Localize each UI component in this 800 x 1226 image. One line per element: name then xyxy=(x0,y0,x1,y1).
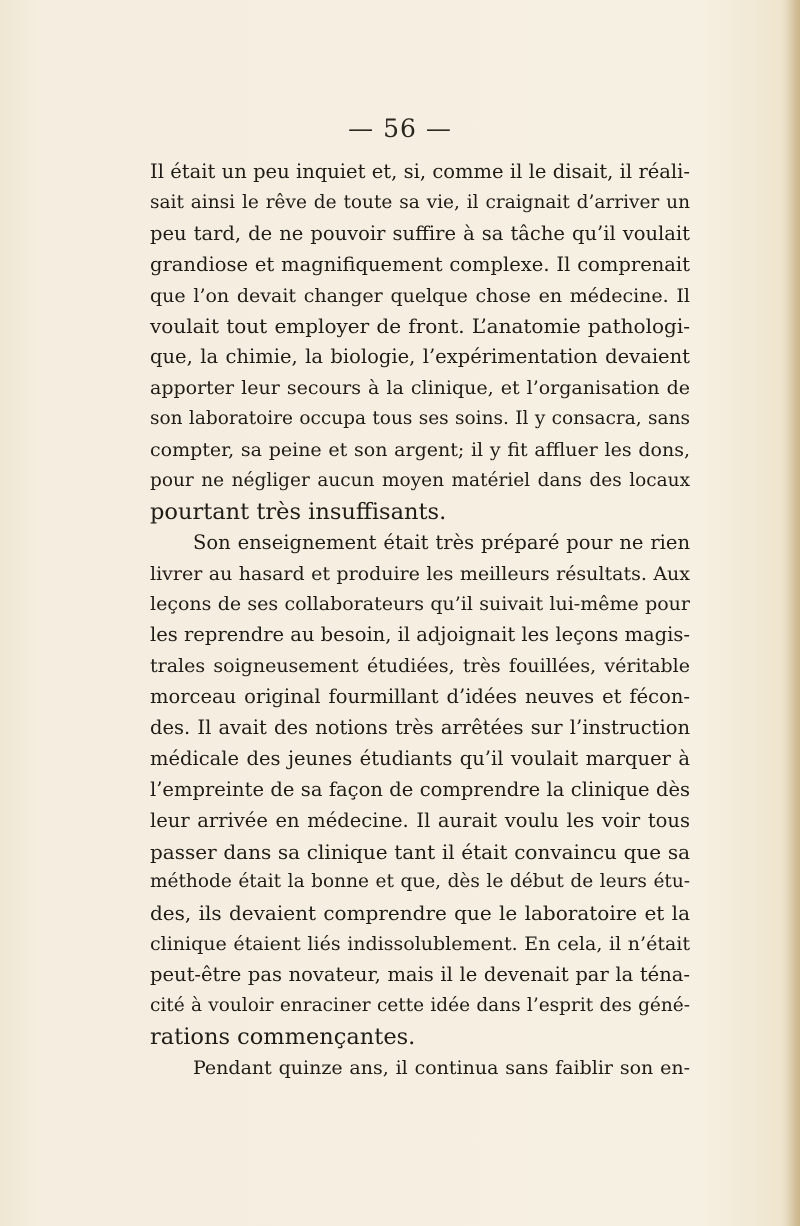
text-line: pourtant très insuffisants. xyxy=(150,498,447,525)
page-number: — 56 — xyxy=(348,114,452,143)
text-line: trales soigneusement étudiées, très fouillées, véritable xyxy=(150,655,690,678)
text-line: Pendant quinze ans, il continua sans faiblir son en- xyxy=(193,1056,690,1079)
text-line: médicale des jeunes étudiants qu’il voulait marquer à xyxy=(150,746,690,770)
body-text xyxy=(150,157,690,1084)
text-line: Il était un peu inquiet et, si, comme il le disait, il réali- xyxy=(150,160,690,183)
text-line: l’empreinte de sa façon de comprendre la clinique dès xyxy=(150,777,690,801)
text-line: pour ne négliger aucun moyen matériel dans des locaux xyxy=(150,469,690,491)
text-line: apporter leur secours à la clinique, et l’organisation de xyxy=(150,377,690,400)
paragraph xyxy=(150,528,690,1053)
text-line: passer dans sa clinique tant il était convaincu que sa xyxy=(150,839,690,864)
text-line: que l’on devait changer quelque chose en médecine. Il xyxy=(150,284,690,307)
text-line: des, ils devaient comprendre que le laboratoire et la xyxy=(150,901,690,926)
text-line: leçons de ses collaborateurs qu’il suivait lui-même pour xyxy=(150,593,690,616)
text-line: grandiose et magnifiquement complexe. Il comprenait xyxy=(150,252,690,276)
text-line: peu tard, de ne pouvoir suffire à sa tâche qu’il voulait xyxy=(150,221,690,245)
paragraph xyxy=(150,157,690,528)
text-line: compter, sa peine et son argent; il y fit affluer les dons, xyxy=(150,439,690,462)
text-line: cité à vouloir enraciner cette idée dans l’esprit des géné- xyxy=(150,995,690,1017)
text-line: que, la chimie, la biologie, l’expérimentation devaient xyxy=(150,345,690,369)
paragraph xyxy=(150,1053,690,1084)
text-line: Son enseignement était très préparé pour ne rien xyxy=(193,530,690,554)
text-line: les reprendre au besoin, il adjoignait les leçons magis- xyxy=(150,623,690,647)
text-line: leur arrivée en médecine. Il aurait voulu les voir tous xyxy=(150,808,690,832)
text-line: morceau original fourmillant d’idées neuves et fécon- xyxy=(150,685,690,709)
text-line: sait ainsi le rêve de toute sa vie, il craignait d’arriver un xyxy=(150,191,690,213)
text-line: livrer au hasard et produire les meilleurs résultats. Aux xyxy=(150,562,690,585)
text-line: méthode était la bonne et que, dès le début de leurs étu- xyxy=(150,871,690,893)
text-line: peut-être pas novateur, mais il le devenait par la téna- xyxy=(150,963,690,987)
text-line: rations commençantes. xyxy=(150,1023,416,1050)
text-line: des. Il avait des notions très arrêtées sur l’instruction xyxy=(150,716,690,740)
text-line: son laboratoire occupa tous ses soins. Il y consacra, sans xyxy=(150,408,690,430)
text-line: clinique étaient liés indissolublement. En cela, il n’était xyxy=(150,933,690,956)
page-edge-shadow xyxy=(786,0,800,1226)
text-line: voulait tout employer de front. L’anatomie pathologi- xyxy=(150,314,690,339)
